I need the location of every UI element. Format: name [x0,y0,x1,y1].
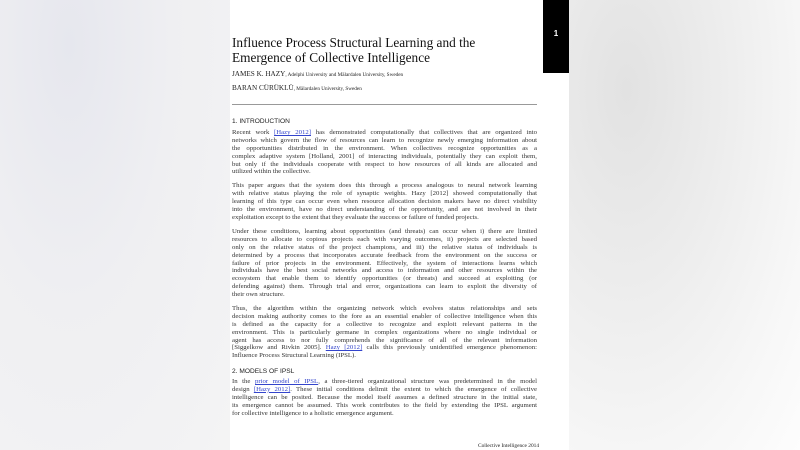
text-line [232,305,537,313]
citation-link[interactable]: prior model of IPSL [255,378,319,385]
text-segment: calls this previously unidentified emergence phenomenon: [362,344,537,352]
paragraph [232,378,537,417]
text-line [232,344,537,352]
text-segment: intelligence can be posited. Because the model itself assumes a defined structure in the initial state, [232,393,537,401]
text-segment: is defined as the capacity for a collective to recognize and exploit relevant patterns in the [232,320,537,328]
text-segment: resources to allocate to copious projects each with varying outcomes, ii) projects are selected based [232,235,537,243]
text-segment: environment. This is particularly germane in complex organizations where no single individual or [232,328,537,336]
text-segment: failure of prior projects in the environment. Effectively, the system of interactions learns which [232,259,537,267]
text-segment: for collective intelligence to a holistic emergence argument. [232,409,394,417]
text-line [232,386,537,394]
text-line [232,402,537,410]
author-1 [232,70,403,78]
text-line [232,291,537,299]
citation-link[interactable]: [Hazy 2012] [274,129,311,136]
text-line [232,321,537,329]
text-segment: This paper argues that the system does this through a process analogous to neural network learning [232,182,537,189]
paragraph [232,129,537,176]
section-heading: 1. INTRODUCTION [232,118,290,125]
citation-link[interactable]: Hazy [2012] [325,344,363,352]
text-line [232,228,537,236]
author-affiliation: , Mälardalen University, Sweden [293,86,362,92]
divider [232,104,537,105]
text-line [232,252,537,260]
text-segment: has demonstrated computationally that collectives that are organized into [311,129,537,136]
text-segment: ecosystem that enable them to identify opportunities (or threats) and succeed at exploiting (or [232,275,537,283]
text-line [232,352,537,360]
text-segment: their own structure. [232,291,285,299]
text-line [232,153,537,161]
text-segment: Influence Process Structural Learning (IPSL). [232,352,356,360]
paragraph [232,305,537,360]
text-segment: but only if the individuals cooperate with respect to how resources of all kinds are allocated and [232,160,537,168]
text-segment: agent has access to nor fully comprehends the significance of all of the relevant information [232,336,537,344]
paragraph [232,182,537,221]
text-segment: only on the relative status of the project champions, and iii) the relative status of individuals is [232,243,537,251]
text-line [232,267,537,275]
author-affiliation: , Adelphi University and Mälardalen University, Sweden [285,72,404,78]
page-number-tab: 1 [543,0,569,73]
text-line [232,313,537,321]
text-line [232,410,537,418]
author-name: JAMES K. HAZY [232,70,286,78]
text-segment: its emergence cannot be assumed. This work contributes to the field by extending the IPSL argument [232,401,537,409]
section-heading: 2. MODELS OF IPSL [232,368,295,375]
text-line [232,137,537,145]
footer: Collective Intelligence 2014 [478,443,540,449]
citation-link[interactable]: [Hazy 2012] [253,385,291,393]
text-segment: Under these conditions, learning about opportunities (and threats) can occur when i) there are limited [232,228,537,235]
text-line [232,190,537,198]
text-line [232,394,537,402]
text-line [232,168,537,176]
text-line [232,214,537,222]
text-segment: utilized within the collective. [232,168,311,176]
text-segment: [Siggelkow and Rivkin 2005]. [232,344,326,352]
text-segment: into the environment, have no direct understanding of the opportunity, and are not involved in their [232,205,537,213]
title-line: Influence Process Structural Learning and the [232,35,476,50]
text-line [232,236,537,244]
text-segment: defending against) them. Through trial and error, organizations can learn to exploit the diversity of [232,283,537,291]
text-segment: . These initial conditions delimit the extent to which the emergence of collective [290,385,537,393]
text-segment: networks which govern the flow of resources can learn to recognize newly emerging information about [232,136,537,144]
text-segment: complex adaptive system [Holland, 2001] of interacting individuals, potentially they can exploit them, [232,152,537,160]
background-left [0,0,230,450]
text-segment: learning of this type can occur even when resource allocation decision makers have no direct visibility [232,197,537,205]
text-segment: , a three-tiered organizational structure was predetermined in the model [318,378,537,385]
text-line [232,198,537,206]
text-line [232,337,537,345]
text-line [232,283,537,291]
text-segment: design [232,385,254,393]
text-segment: decision making authority comes to the fore as an essential enabler of collective intelligence when this [232,312,537,320]
text-segment: determined by a process that incorporates accurate feedback from the environment on the success or [232,251,537,259]
text-line [232,206,537,214]
text-segment: In the [232,378,255,385]
text-line [232,378,537,386]
text-segment: individuals have the best social networks and access to information and other resources within the [232,267,537,275]
text-line [232,329,537,337]
paper-title [232,35,475,65]
text-segment: the opportunities distributed in the environment. When collectives recognize opportunities as a [232,144,537,152]
background-right [569,0,800,450]
text-line [232,161,537,169]
author-name: BARAN CÜRÜKLÜ [232,84,294,92]
text-line [232,260,537,268]
title-line: Emergence of Collective Intelligence [232,50,431,65]
text-line [232,145,537,153]
text-segment: Thus, the algorithm within the organizing network which evolves status relationships and sets [232,305,537,312]
text-segment: exploitation except to the extent that they evaluate the success or failure of funded projects. [232,213,479,221]
text-line [232,244,537,252]
text-line [232,275,537,283]
paragraph [232,228,537,299]
text-segment: with relative status playing the role of synaptic weights. Hazy [2012] showed computationally that [232,189,537,197]
text-line [232,182,537,190]
author-2 [232,84,362,92]
text-segment: Recent work [232,129,275,136]
text-line [232,129,537,137]
